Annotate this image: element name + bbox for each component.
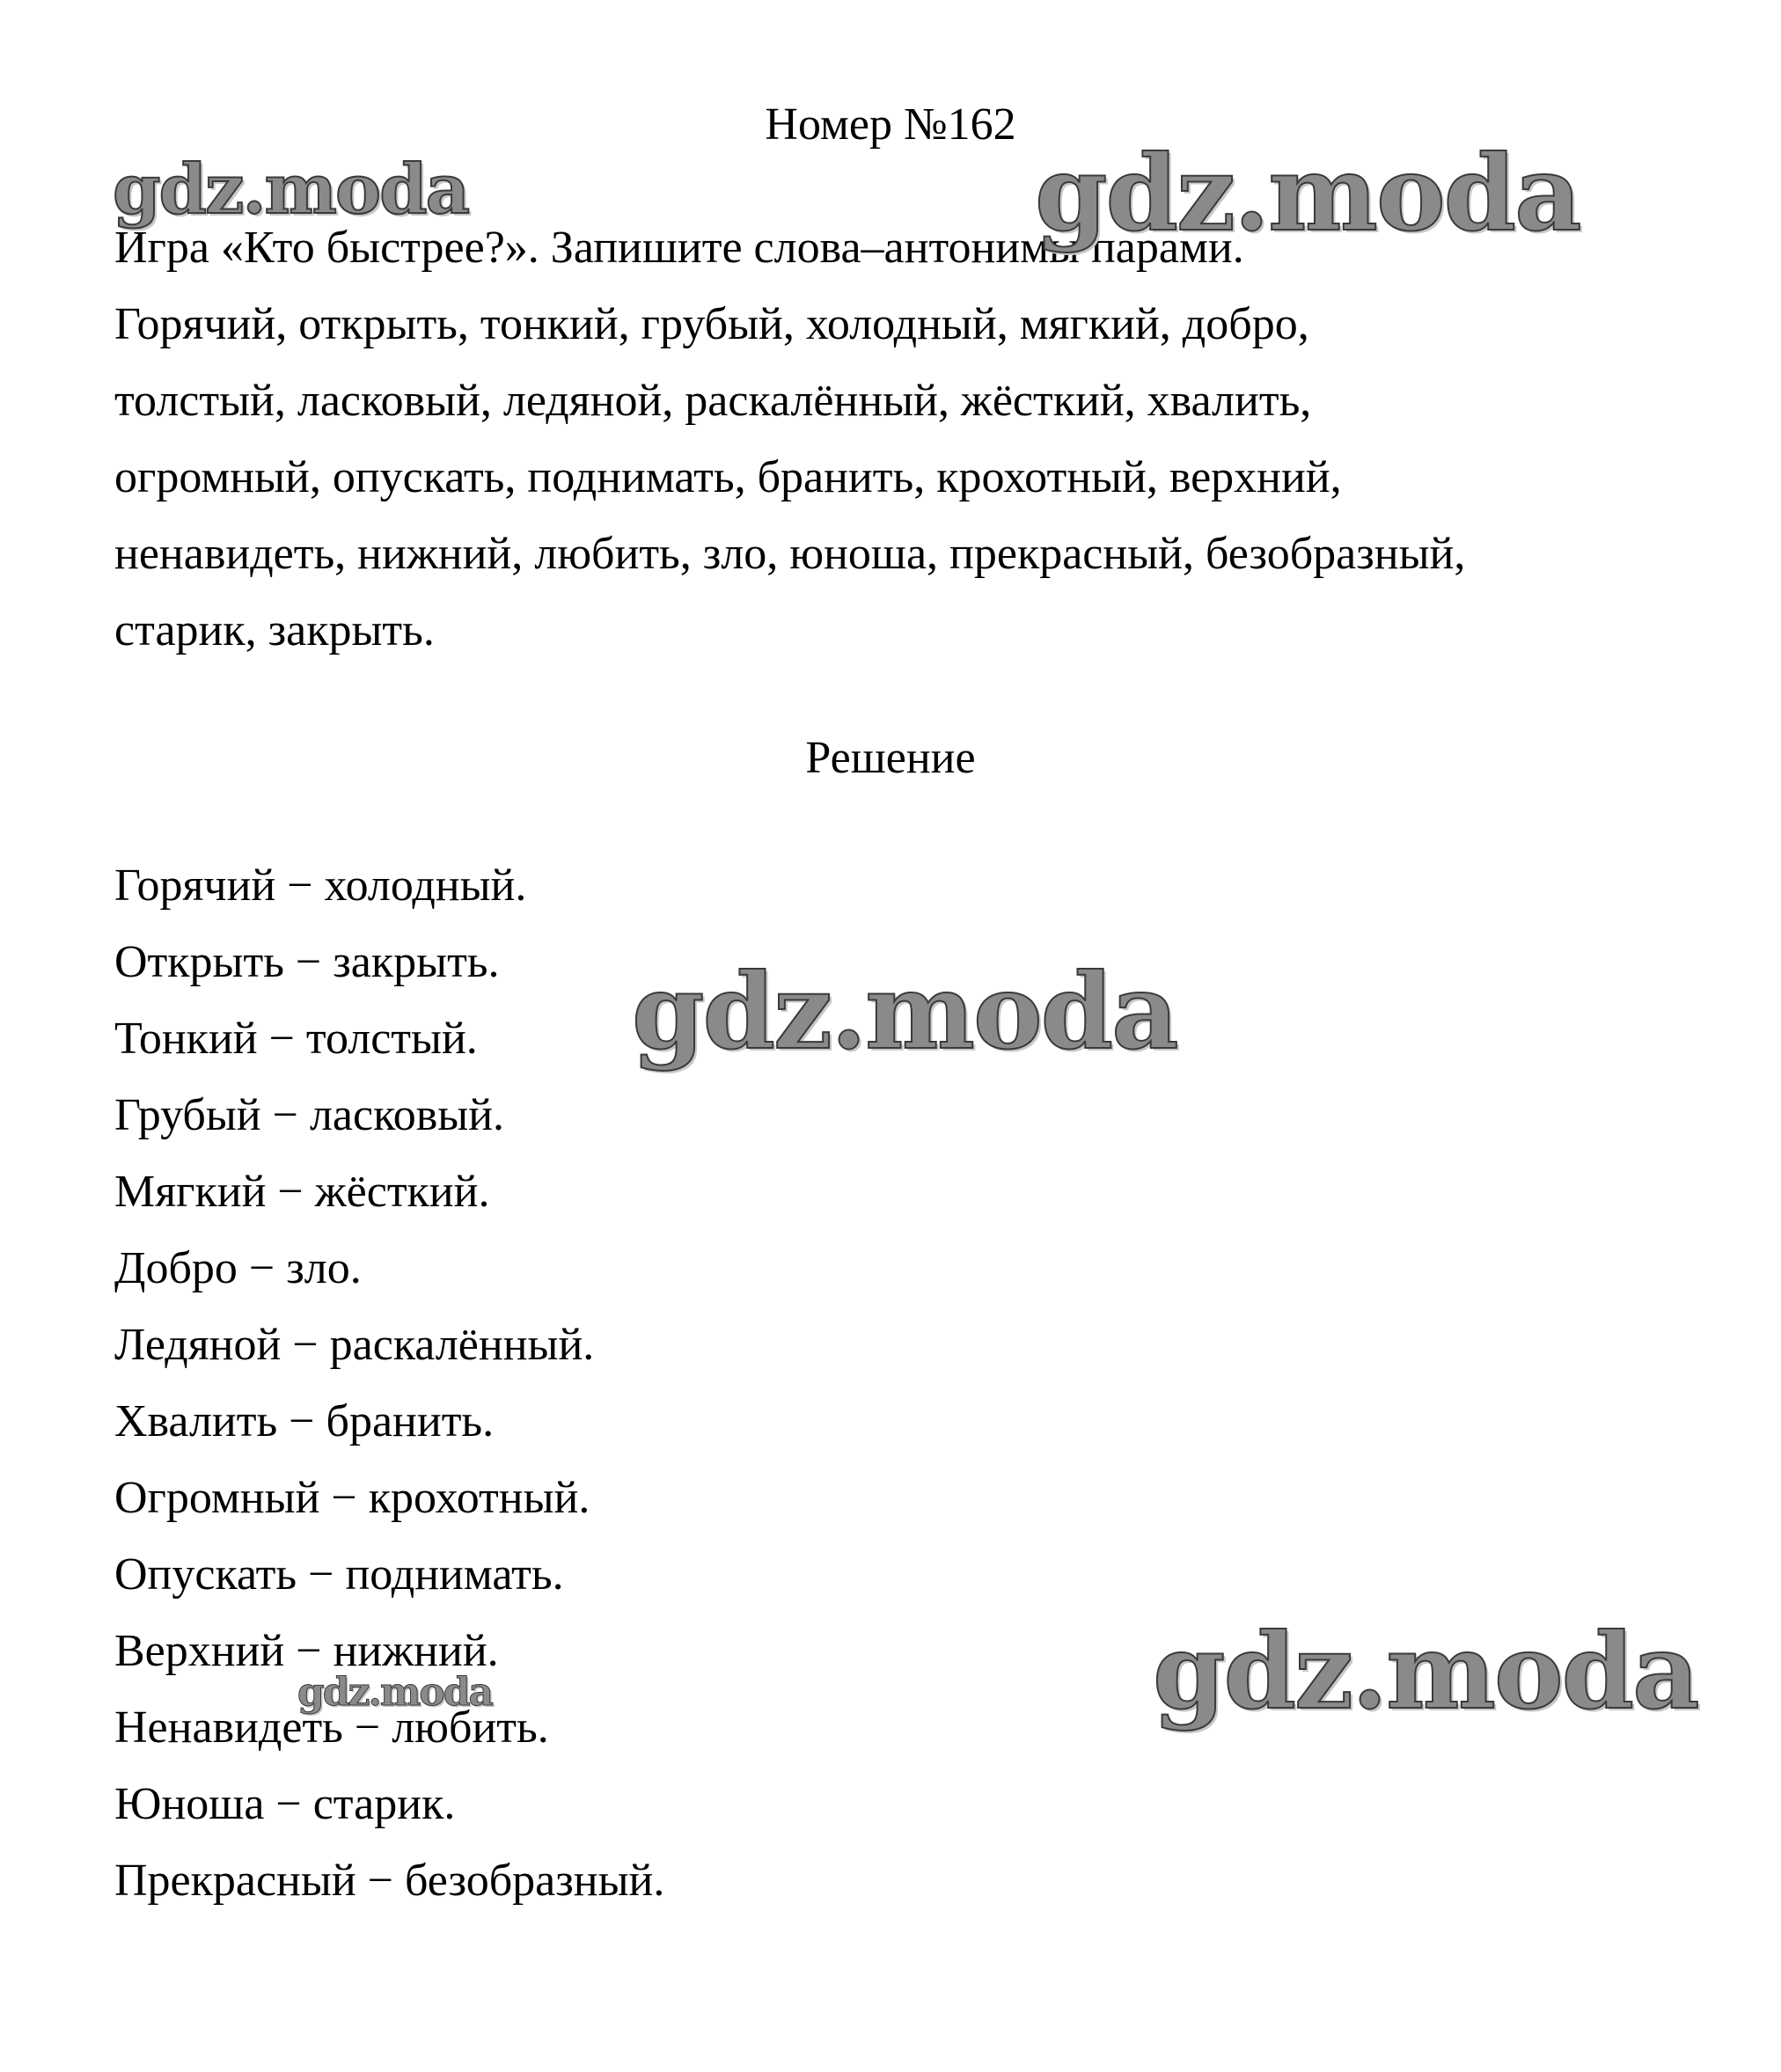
task-line: Игра «Кто быстрее?». Запишите слова–антонимы парами. <box>114 223 1244 273</box>
answer-pair: Огромный − крохотный. <box>114 1473 590 1523</box>
answer-pair: Тонкий − толстый. <box>114 1014 478 1064</box>
watermark-logo: gdz.moda <box>297 1670 493 1715</box>
answer-pair: Грубый − ласковый. <box>114 1090 505 1140</box>
answer-pair: Мягкий − жёсткий. <box>114 1167 490 1217</box>
page-title: Номер №162 <box>765 99 1016 150</box>
task-line: огромный, опускать, поднимать, бранить, крохотный, верхний, <box>114 452 1342 502</box>
answer-pair: Юноша − старик. <box>114 1779 456 1829</box>
solution-heading: Решение <box>805 733 976 783</box>
answer-pair: Опускать − поднимать. <box>114 1549 564 1600</box>
answer-pair: Хвалить − бранить. <box>114 1396 495 1446</box>
answer-pair: Добро − зло. <box>114 1243 362 1293</box>
answer-pair: Открыть − закрыть. <box>114 937 500 987</box>
task-line: толстый, ласковый, ледяной, раскалённый, жёсткий, хвалить, <box>114 376 1312 426</box>
watermark-logo: gdz.moda <box>1153 1610 1698 1732</box>
watermark-logo: gdz.moda <box>113 150 469 230</box>
task-line: ненавидеть, нижний, любить, зло, юноша, прекрасный, безобразный, <box>114 529 1466 579</box>
answer-pair: Ледяной − раскалённый. <box>114 1320 595 1370</box>
answer-pair: Верхний − нижний. <box>114 1626 499 1676</box>
watermark-logo: gdz.moda <box>632 950 1177 1073</box>
answer-pair: Горячий − холодный. <box>114 860 527 911</box>
watermark-logo: gdz.moda <box>1035 132 1580 254</box>
task-line: старик, закрыть. <box>114 605 435 655</box>
answer-pair: Прекрасный − безобразный. <box>114 1856 665 1906</box>
task-line: Горячий, открыть, тонкий, грубый, холодный, мягкий, добро, <box>114 299 1309 349</box>
answer-pair: Ненавидеть − любить. <box>114 1702 549 1753</box>
